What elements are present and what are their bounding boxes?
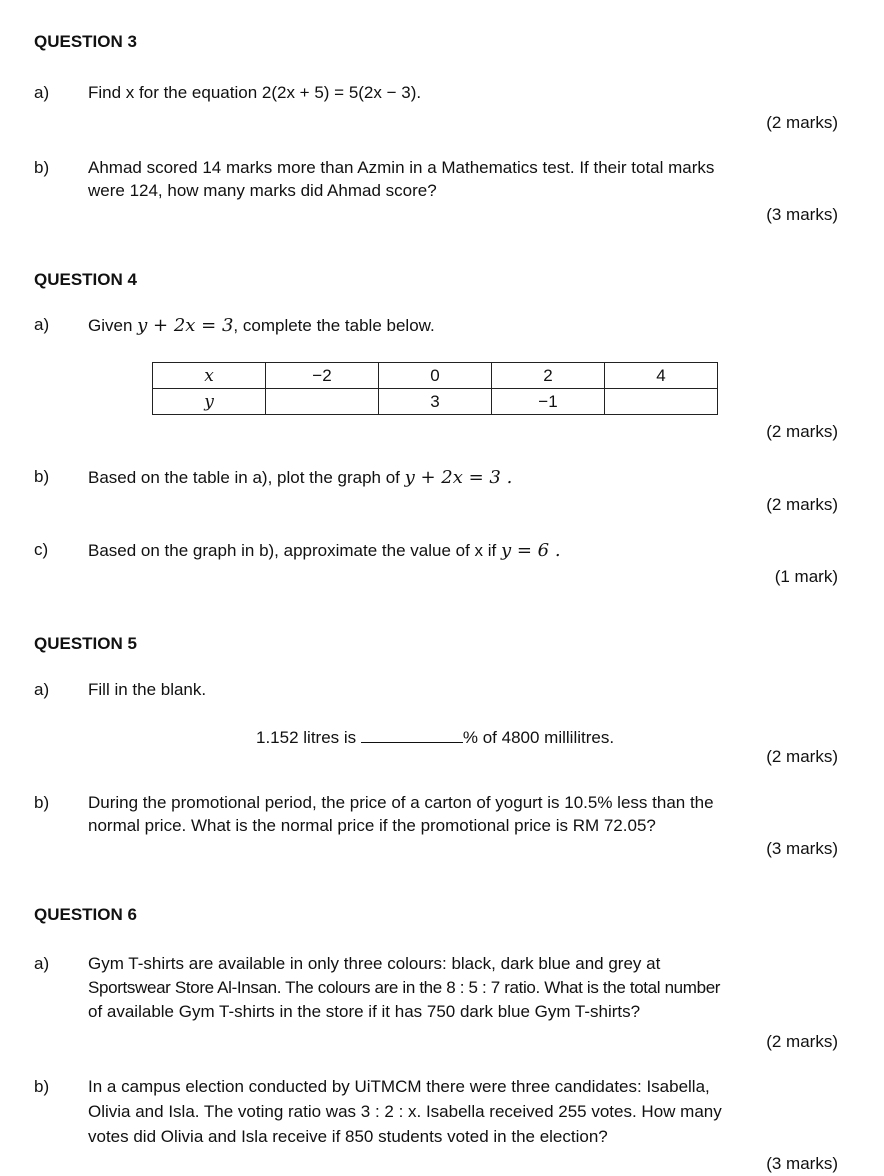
- table-cell-blank: [266, 389, 379, 415]
- table-cell: 2: [492, 363, 605, 389]
- q5b-marks: (3 marks): [766, 839, 838, 858]
- q4b-equation: y + 2x = 3 .: [404, 467, 513, 488]
- q6a-line2: Sportswear Store Al-Insan. The colours are in the 8 : 5 : 7 ratio. What is the total number: [88, 978, 721, 997]
- table-cell-blank: [605, 389, 718, 415]
- q5a-blank-pre: 1.152 litres is: [256, 728, 361, 747]
- question-4-title: QUESTION 4: [34, 270, 137, 289]
- q6a-marks: (2 marks): [766, 1032, 838, 1051]
- q4a-equation: y + 2x = 3: [137, 315, 234, 336]
- q6b-line1: In a campus election conducted by UiTMCM there were three candidates: Isabella,: [88, 1077, 710, 1096]
- q4b-label: b): [34, 467, 50, 486]
- table-cell: x: [153, 363, 266, 389]
- q4c-equation: y = 6 .: [500, 540, 561, 561]
- table-row-x: [153, 363, 718, 389]
- q4a-text: [88, 315, 435, 336]
- q6a-line3: of available Gym T-shirts in the store if it has 750 dark blue Gym T-shirts?: [88, 1002, 641, 1021]
- q5a-text: Fill in the blank.: [88, 680, 207, 699]
- q5b-line1: During the promotional period, the price of a carton of yogurt is 10.5% less than the: [88, 793, 714, 812]
- question-3-title: QUESTION 3: [34, 32, 137, 51]
- q6b-label: b): [34, 1077, 50, 1096]
- table-cell: −1: [492, 389, 605, 415]
- q6b-line3: votes did Olivia and Isla receive if 850 students voted in the election?: [88, 1127, 608, 1146]
- q4a-text-post: , complete the table below.: [233, 316, 435, 335]
- q4c-marks: (1 mark): [774, 567, 838, 586]
- q6b-line2: Olivia and Isla. The voting ratio was 3 : 2 : x. Isabella received 255 votes. How many: [88, 1102, 722, 1121]
- q5b-line2: normal price. What is the normal price if the promotional price is RM 72.05?: [88, 816, 656, 835]
- table-row-y: [153, 389, 718, 415]
- q4c-text: [88, 540, 561, 561]
- q4a-text-pre: Given: [88, 316, 138, 335]
- q4a-label: a): [34, 315, 50, 334]
- q4b-marks: (2 marks): [766, 495, 838, 514]
- q3a-marks: (2 marks): [766, 113, 838, 132]
- question-5-title: QUESTION 5: [34, 634, 137, 653]
- q5a-blank-post: % of 4800 millilitres.: [462, 728, 615, 747]
- table-cell: 4: [605, 363, 718, 389]
- q4b-text-pre: Based on the table in a), plot the graph of: [88, 468, 405, 487]
- q6a-label: a): [34, 954, 50, 973]
- table-cell: y: [153, 389, 266, 415]
- xy-value-table: [152, 362, 718, 415]
- question-6-title: QUESTION 6: [34, 905, 137, 924]
- q3b-line2: were 124, how many marks did Ahmad score?: [88, 181, 437, 200]
- q6b-marks: (3 marks): [766, 1154, 838, 1173]
- q5a-blank-sentence: [256, 726, 614, 748]
- q5a-marks: (2 marks): [766, 747, 838, 766]
- q3a-text: Find x for the equation 2(2x + 5) = 5(2x − 3).: [88, 83, 422, 102]
- q3a-label: a): [34, 83, 50, 102]
- q3b-line1: Ahmad scored 14 marks more than Azmin in a Mathematics test. If their total marks: [88, 158, 715, 177]
- q6a-line1: Gym T-shirts are available in only three colours: black, dark blue and grey at: [88, 954, 661, 973]
- q3b-label: b): [34, 158, 50, 177]
- table-cell: 3: [379, 389, 492, 415]
- q4c-text-pre: Based on the graph in b), approximate the value of x if: [88, 541, 501, 560]
- answer-blank: [361, 726, 463, 743]
- table-cell: −2: [266, 363, 379, 389]
- q4b-text: [88, 467, 512, 488]
- q5b-label: b): [34, 793, 50, 812]
- q4a-marks: (2 marks): [766, 422, 838, 441]
- q4c-label: c): [34, 540, 49, 559]
- q5a-label: a): [34, 680, 50, 699]
- table-cell: 0: [379, 363, 492, 389]
- q3b-marks: (3 marks): [766, 205, 838, 224]
